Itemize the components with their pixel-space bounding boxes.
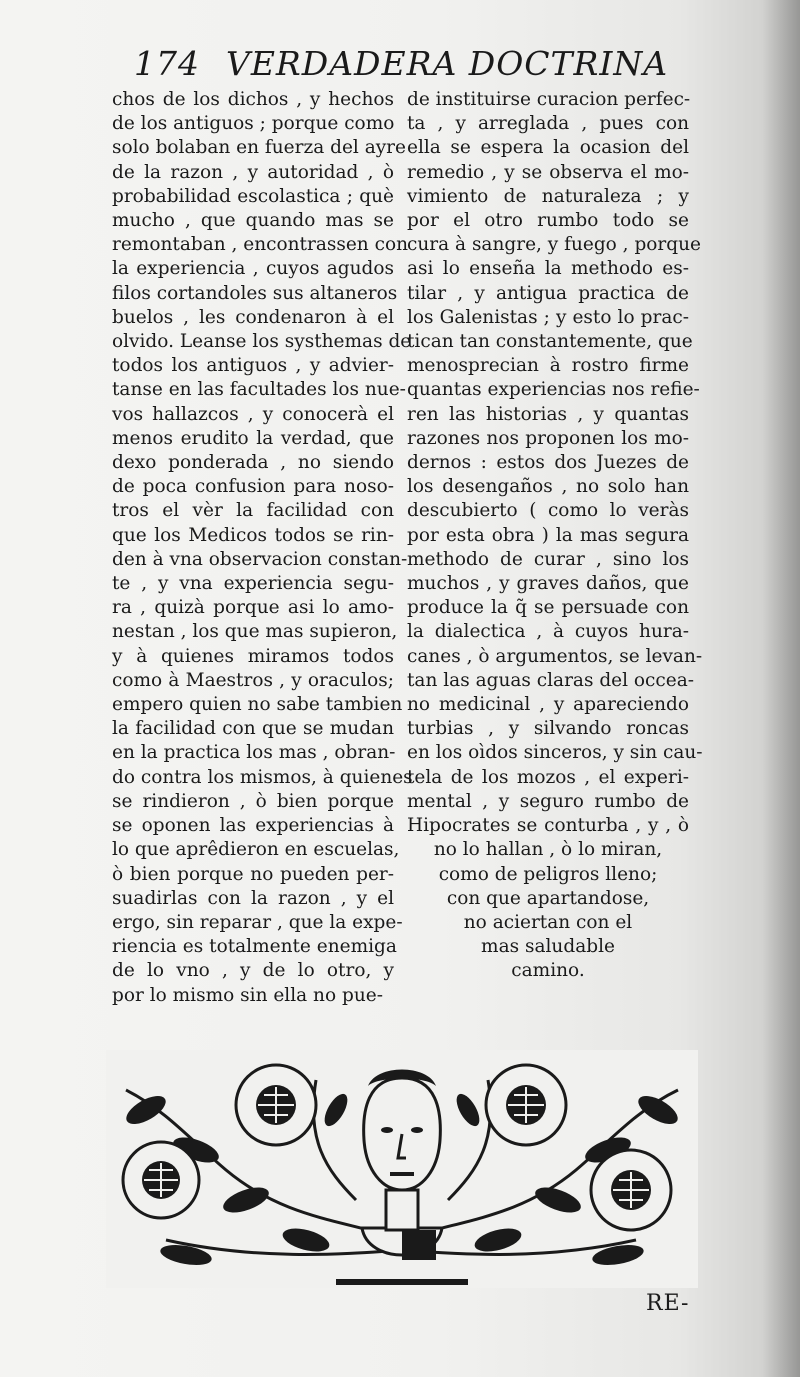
text-line: olvido. Leanse los systhemas de [112, 331, 412, 353]
text-line: Hipocrates se conturba , y , ò [407, 815, 689, 837]
text-line: chos de los dichos , y hechos [112, 89, 394, 110]
text-line: con que apartandose, [446, 887, 650, 909]
text-line: dexo ponderada , no siendo [112, 452, 394, 474]
text-line: los Galenistas ; y esto lo prac- [407, 306, 689, 328]
text-line: todos los antiguos , y advier- [112, 355, 394, 377]
text-line: la experiencia , cuyos agudos [112, 258, 394, 280]
text-line: de instituirse curacion perfec- [407, 89, 691, 110]
text-line: ta , y arreglada , pues con [407, 113, 689, 135]
text-line: por lo mismo sin ella no pue- [112, 984, 383, 1006]
text-line: no medicinal , y apareciendo [407, 694, 689, 716]
page-header [122, 44, 669, 88]
text-line: solo bolaban en fuerza del ayre [112, 137, 406, 159]
text-line: ò bien porque no pueden per- [112, 863, 394, 885]
text-line: vos hallazcos , y conocerà el [112, 403, 394, 425]
text-line: turbias , y silvando roncas [407, 718, 689, 740]
text-line: menos erudito la verdad, que [112, 427, 394, 449]
text-line: remedio , y se observa el mo- [407, 161, 689, 183]
text-line: vimiento de naturaleza ; y [407, 185, 689, 207]
text-line: canes , ò argumentos, se levan- [407, 645, 703, 667]
text-line: lo que aprêdieron en escuelas, [112, 839, 400, 861]
right-text-column [407, 88, 703, 984]
text-line: tros el vèr la facilidad con [112, 500, 394, 522]
text-line: empero quien no sabe tambien [112, 694, 403, 716]
text-line: methodo de curar , sino los [407, 548, 689, 570]
text-line: en la practica los mas , obran- [112, 742, 396, 764]
text-line: riencia es totalmente enemiga [112, 936, 397, 958]
text-line: tan las aguas claras del occea- [407, 669, 695, 691]
text-line: nestan , los que mas supieron, [112, 621, 398, 643]
catchword: RE- [646, 1291, 690, 1316]
text-line: camino. [511, 960, 585, 982]
text-line: probabilidad escolastica ; què [112, 185, 394, 207]
text-line: den à vna observacion constan- [112, 548, 408, 570]
left-text-column [112, 88, 413, 1008]
text-line: cura à sangre, y fuego , porque [407, 234, 701, 256]
text-line: filos cortandoles sus altaneros [112, 282, 398, 304]
text-line: te , y vna experiencia segu- [112, 573, 394, 595]
text-line: tilar , y antigua practica de [407, 282, 689, 304]
text-line: y à quienes miramos todos [112, 645, 394, 667]
text-line: remontaban , encontrassen con [112, 234, 409, 256]
text-line: ren las historias , y quantas [407, 403, 689, 425]
text-line: dernos : estos dos Juezes de [407, 452, 689, 474]
text-line: por esta obra ) la mas segura [407, 524, 689, 546]
text-line: tela de los mozos , el experi- [407, 766, 689, 788]
text-line: como de peligros lleno; [438, 863, 658, 885]
text-line: la facilidad con que se mudan [112, 718, 394, 740]
text-line: se oponen las experiencias à [112, 815, 394, 837]
woodcut-ornament [106, 1050, 698, 1288]
text-line: de la razon , y autoridad , ò [112, 161, 394, 183]
text-line: se rindieron , ò bien porque [112, 790, 394, 812]
text-line: no lo hallan , ò lo miran, [433, 839, 663, 861]
text-line: de poca confusion para noso- [112, 476, 394, 498]
text-line: la dialectica , à cuyos hura- [407, 621, 689, 643]
text-line: menosprecian à rostro firme [407, 355, 689, 377]
text-line: como à Maestros , y oraculos; [112, 669, 394, 691]
text-line: suadirlas con la razon , y el [112, 887, 394, 909]
text-line: asi lo enseña la methodo es- [407, 258, 689, 280]
text-line: do contra los mismos, à quienes [112, 766, 413, 788]
text-line: que los Medicos todos se rin- [112, 524, 394, 546]
text-line: por el otro rumbo todo se [407, 210, 689, 232]
text-line: mental , y seguro rumbo de [407, 790, 689, 812]
running-title: VERDADERA DOCTRINA [226, 44, 669, 83]
text-line: tanse en las facultades los nue- [112, 379, 406, 401]
text-line: quantas experiencias nos refie- [407, 379, 700, 401]
text-line: buelos , les condenaron à el [112, 306, 394, 328]
text-line: ra , quizà porque asi lo amo- [112, 597, 394, 619]
page-gutter-shadow [762, 0, 800, 1377]
text-line: de lo vno , y de lo otro, y [112, 960, 394, 982]
page-number: 174 [134, 44, 200, 83]
text-line: los desengaños , no solo han [407, 476, 689, 498]
text-line: en los oìdos sinceros, y sin cau- [407, 742, 703, 764]
text-line: razones nos proponen los mo- [407, 427, 689, 449]
text-line: muchos , y graves daños, que [407, 573, 689, 595]
text-line: de los antiguos ; porque como [112, 113, 395, 135]
text-line: mucho , que quando mas se [112, 210, 394, 232]
text-line: produce la q̃ se persuade con [407, 597, 689, 619]
text-line: ergo, sin reparar , que la expe- [112, 911, 403, 933]
text-line: mas saludable [481, 936, 615, 958]
text-line: tican tan constantemente, que [407, 331, 693, 353]
text-line: no aciertan con el [463, 911, 633, 933]
text-line: ella se espera la ocasion del [407, 137, 689, 159]
text-line: descubierto ( como lo veràs [407, 500, 689, 522]
